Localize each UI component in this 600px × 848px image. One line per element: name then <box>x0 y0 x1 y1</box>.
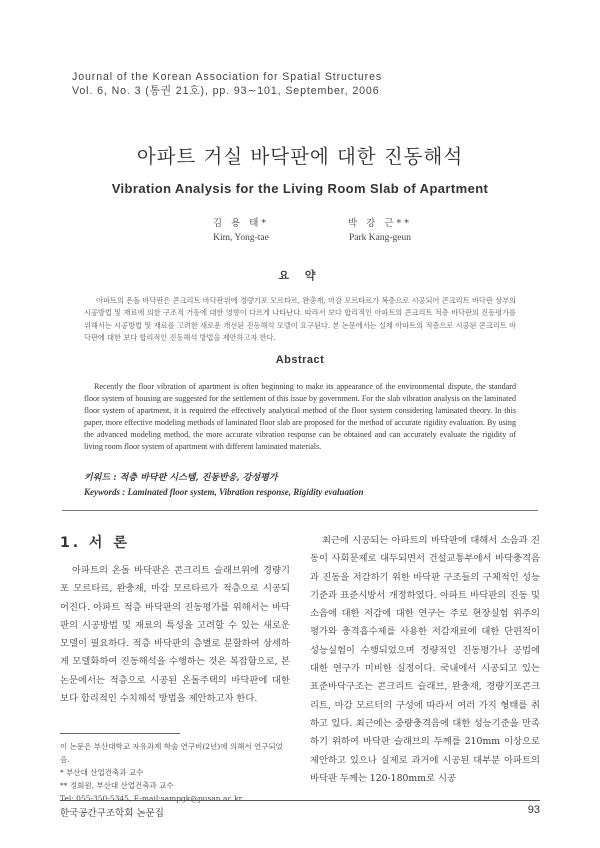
intro-left-column: 아파트의 온돌 바닥판은 콘크리트 슬래브위에 경량기포 모르타르, 완충재, 마감 모르타르가 적층으로 시공되어진다. 아파트 적층 바닥판의 진동평가를 위해서는 바닥판의 시공방법 및 재료의 특성을 고려할 수 있는 새로운 모델이 필요하다. 적층 바닥판의 층별로 분할하여 상세하게 모델화하여 진동해석을 수행하는 것은 복잡함으로, 본 논문에서는 적층으로 시공된 온돌주택의 바닥판에 대한 보다 합리적인 수치해석 방법을 제안하고자 한다. <box>60 565 290 705</box>
keywords-korean: 키워드 : 적층 바닥판 시스템, 진동반응, 강성평가 <box>84 473 278 483</box>
footnote-funding: 이 논문은 부산대학교 자유과제 학술 연구비(2년)에 의해서 연구되었음. <box>60 742 283 764</box>
section-divider <box>62 510 538 511</box>
footer-divider <box>60 800 540 801</box>
abstract-ko-heading: 요 약 <box>278 269 322 282</box>
abstract-ko-text: 아파트의 온돌 바닥판은 콘크리트 바닥판위에 경량기포 모르타르, 완충재, 마감 모르타르가 복층으로 시공되어 콘크리트 바닥판 상부의 시공방법 및 재료에 의한 구조적 거동에 대한 영향이 다르게 나타난다. 따라서 보다 합리적인 아파트의 콘크리트 적층 바닥판의 진동평가를 위해서는 시공방법 및 재료를 고려한 새로운 개선된 진동해석 모델이 요구된다. 본 논문에서는 실제 아파트의 적층으로 시공된 콘크리트 바닥판에 대한 보다 합리적인 진동해석 방법을 제안하고자 한다. <box>84 296 516 342</box>
abstract-en-heading: Abstract <box>275 354 325 366</box>
intro-right-column: 최근에 시공되는 아파트의 바닥판에 대해서 소음과 진동이 사회문제로 대두되면서 건설교통부에서 바닥충격음과 진동을 저감하기 위한 바닥판 구조들의 구체적인 성능기준과 표준시방서 개정하였다. 아파트 바닥판의 진동 및 소음에 대한 저감에 대한 연구는 주로 현장실험 위주의 평가와 충격흡수제를 사용한 저감재료에 대한 단편적이 성능실험이 수행되었으며 정량적인 진동평가나 공법에 대한 연구가 미비한 실정이다. 국내에서 시공되고 있는 표준바닥구조는 콘크리트 슬래브, 완충재, 경량기포콘크리트, 마감 모르터의 구성에 따라서 여러 가지 형태를 취하고 있다. 최근에는 중량충격음에 대한 성능기준을 만족하기 위하여 바닥판 슬래브의 두께를 210mm 이상으로 제안하고 있으나 실제로 과거에 시공된 대부분 아파트의 바닥판 두께는 120-180mm로 시공 <box>310 535 540 784</box>
abstract-en-text: Recently the floor vibration of apartment is often beginning to make its appearance of the environmental dispute, the standard floor system of housing are suggested for the settlement of this issue by government. For the slab vibration analysis on the laminated floor system of apartment, it is required the effectively analytical method of the floor system considering laminated theory. In this paper, more effective modeling methods of laminated floor slab are proposed for the method of accurate rigidity evaluation. By using the advanced modeling method, the more accurate vibration response can be obtained and can accurately evaluate the rigidity of living room floor system of apartment with different laminated materials. <box>84 382 516 452</box>
intro-heading: 1. 서 론 <box>60 535 130 551</box>
footer-journal-name: 한국공간구조학회 논문집 <box>60 808 164 819</box>
footnote-contact: Tel: 055-350-5345, E-mail:sampgk@pusan.ac.kr <box>60 794 243 803</box>
journal-header <box>72 70 382 98</box>
footnote-author-1: * 부산대 산업건축과 교수 <box>60 768 144 777</box>
author-2-name-ko: 박 강 근** <box>347 218 413 229</box>
author-1-name-ko: 김 용 태* <box>212 218 270 229</box>
footnotes <box>60 740 290 805</box>
author-1-name-en: Kim, Yong-tae <box>213 233 269 243</box>
keywords-english: Keywords : Laminated floor system, Vibration response, Rigidity evaluation <box>84 487 364 497</box>
paper-title-english: Vibration Analysis for the Living Room Slab of Apartment <box>111 181 489 196</box>
journal-issue: Vol. 6, No. 3 (통권 21호), pp. 93∼101, September, 2006 <box>72 85 380 97</box>
footnote-divider <box>60 733 180 734</box>
author-2 <box>300 216 460 246</box>
journal-name: Journal of the Korean Association for Spatial Structures <box>72 71 383 83</box>
author-1 <box>161 216 321 246</box>
paper-title-korean: 아파트 거실 바닥판에 대한 진동해석 <box>136 145 464 168</box>
page-number: 93 <box>527 804 540 816</box>
footnote-author-2: ** 정회원, 부산대 산업건축과 교수 <box>60 781 174 790</box>
author-2-name-en: Park Kang-geun <box>349 233 411 243</box>
